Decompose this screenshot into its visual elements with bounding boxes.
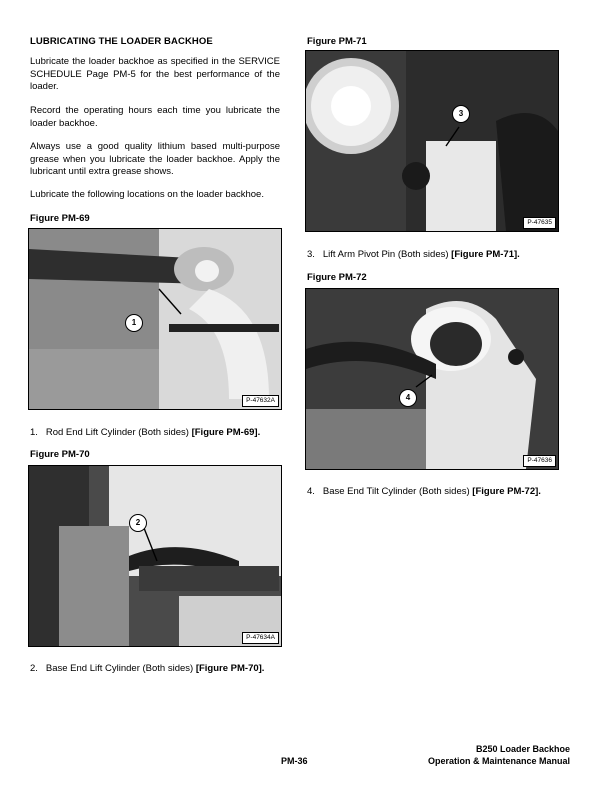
- list-item-ref: [Figure PM-72].: [472, 486, 541, 497]
- list-item-number: 3.: [307, 249, 315, 260]
- figure-pm-72-label: Figure PM-72: [307, 272, 367, 283]
- list-item-number: 2.: [30, 663, 38, 674]
- list-item-ref: [Figure PM-71].: [451, 249, 520, 260]
- list-item-text: Base End Tilt Cylinder (Both sides): [322, 486, 470, 497]
- list-item-text: Base End Lift Cylinder (Both sides): [45, 663, 194, 674]
- list-item-text: Lift Arm Pivot Pin (Both sides): [322, 249, 449, 260]
- footer-manual: Operation & Maintenance Manual: [427, 756, 570, 766]
- callout-4: 4: [399, 389, 417, 407]
- list-item-4: [307, 486, 541, 497]
- footer-product: B250 Loader Backhoe: [475, 744, 570, 754]
- page-number: PM-36: [281, 756, 308, 766]
- figure-pm-71-photo: [305, 50, 559, 232]
- section-title: LUBRICATING THE LOADER BACKHOE: [30, 36, 213, 47]
- list-item-1: [30, 427, 260, 438]
- callout-3: 3: [452, 105, 470, 123]
- figure-pm-69-code: P-47632A: [242, 395, 279, 407]
- list-item-3: [307, 249, 520, 260]
- list-item-ref: [Figure PM-69].: [191, 427, 261, 438]
- figure-pm-70-code: P-47634A: [242, 632, 279, 644]
- figure-pm-69-label: Figure PM-69: [30, 213, 90, 224]
- callout-2: 2: [129, 514, 147, 532]
- list-item-number: 1.: [30, 427, 38, 438]
- list-item-ref: [Figure PM-70].: [195, 663, 265, 674]
- locations-paragraph: Lubricate the following locations on the loader backhoe.: [30, 189, 264, 200]
- figure-pm-71-code: P-47635: [523, 217, 556, 229]
- figure-pm-72-code: P-47636: [523, 455, 556, 467]
- figure-pm-70-photo: [28, 465, 282, 647]
- figure-pm-71-label: Figure PM-71: [307, 36, 367, 47]
- list-item-2: [30, 663, 264, 674]
- list-item-number: 4.: [307, 486, 315, 497]
- record-hours-paragraph: Record the operating hours each time you lubricate the loader backhoe.: [30, 105, 280, 129]
- figure-pm-70-label: Figure PM-70: [30, 449, 90, 460]
- figure-pm-72-photo: [305, 288, 559, 470]
- list-item-text: Rod End Lift Cylinder (Both sides): [45, 427, 189, 438]
- intro-paragraph: Lubricate the loader backhoe as specified in the SERVICE SCHEDULE Page PM-5 for the best performance of the loader.: [30, 56, 280, 93]
- grease-paragraph: Always use a good quality lithium based multi-purpose grease when you lubricate the loader backhoe. Apply the lubricant until extra grease shows.: [30, 141, 280, 178]
- figure-pm-69-photo: [28, 228, 282, 410]
- callout-1: 1: [125, 314, 143, 332]
